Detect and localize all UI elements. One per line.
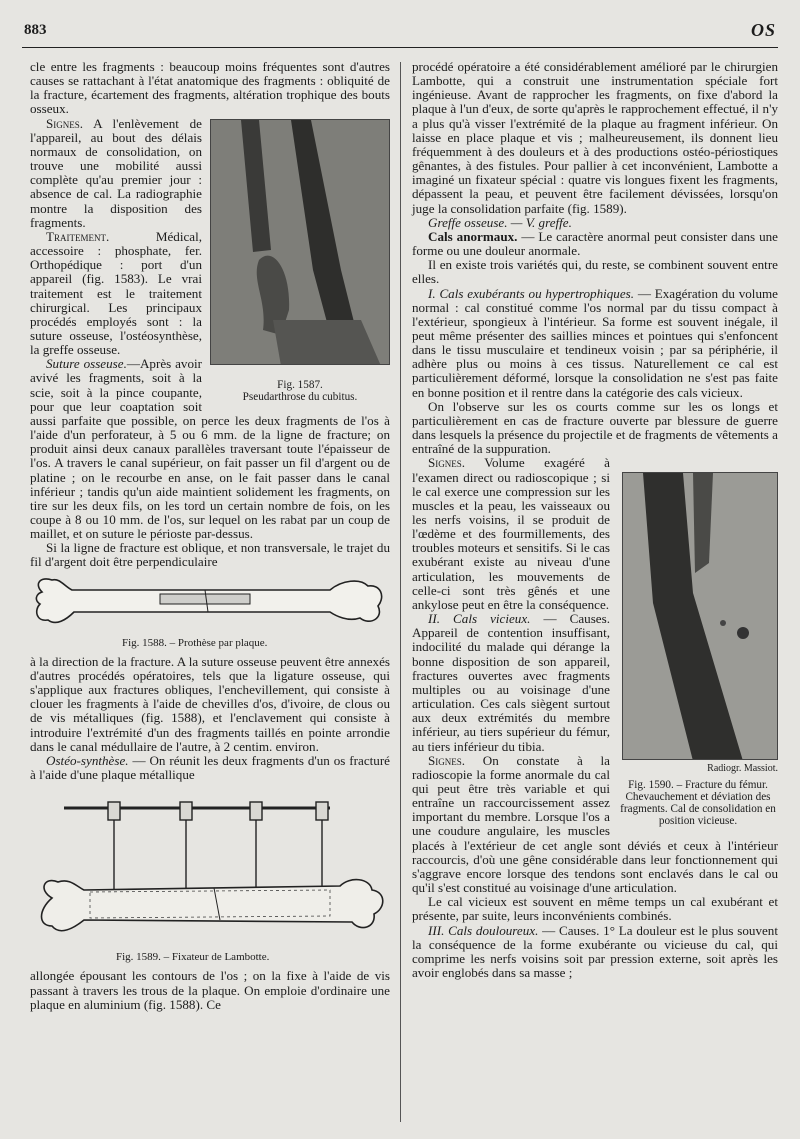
photo-credit: Radiogr. Massiot. bbox=[707, 763, 778, 775]
figure-number: Fig. 1587. bbox=[277, 378, 323, 391]
figure-caption: Fig. 1589. – Fixateur de Lambotte. bbox=[116, 951, 270, 964]
figure-caption: Pseudarthrose du cubitus. bbox=[242, 390, 358, 403]
paragraph: Volume exagéré à l'examen direct ou radioscopique ; si le cal exerce une compression sur les muscles et la peau, les vaisseaux ou les nerfs voisins, il se produit de l'œdème et des fourmillements, des troubles moteurs et sensitifs. Si le cas exubérant existe au niveau d'une articulation, les mouvements de celle-ci sont très gênés et une ankylose peut en être la conséquence. bbox=[412, 455, 610, 612]
paragraph: Il en existe trois variétés qui, du reste, se combinent souvent entre elles. bbox=[412, 257, 778, 287]
cross-reference: Greffe osseuse. — V. greffe. bbox=[428, 214, 572, 230]
column-rule bbox=[400, 62, 401, 1122]
section-label: II. Cals vicieux. bbox=[428, 611, 531, 627]
section-label: Signes. bbox=[428, 455, 466, 471]
bone-plate-illustration bbox=[30, 574, 390, 632]
section-label: Signes. bbox=[428, 752, 466, 768]
section-label: I. Cals exubérants ou hypertrophiques. bbox=[428, 285, 635, 301]
figure-1589 bbox=[30, 786, 390, 963]
left-column bbox=[30, 60, 390, 1012]
paragraph: allongée épousant les contours de l'os ; on la fixe à l'aide de vis passant à travers les trous de la plaque. On emploie d'ordinaire une plaque en aluminium (fig. 1588). Ce bbox=[30, 968, 390, 1012]
figure-caption: Fig. 1588. – Prothèse par plaque. bbox=[122, 636, 268, 649]
paragraph: — On réunit les deux fragments d'un os fracturé à l'aide d'une plaque métallique bbox=[30, 752, 390, 783]
page-number: 883 bbox=[24, 22, 47, 38]
page-header bbox=[22, 12, 778, 48]
right-column bbox=[412, 60, 778, 980]
paragraph: Si la ligne de fracture est oblique, et non transversale, le trajet du fil d'argent doit être perpendiculaire bbox=[30, 540, 390, 570]
paragraph: Le cal vicieux est souvent en même temps un cal exubérant et présente, par suite, leurs inconvénients combinés. bbox=[412, 894, 778, 924]
paragraph: Médical, accessoire : phosphate, fer. Orthopédique : port d'un appareil (fig. 1583). Le vrai traitement est le traitement chirurgical. Les principaux procédés employés sont : la suture osseuse, l'ostéosynthèse, la greffe osseuse. bbox=[30, 228, 202, 358]
paragraph: — Causes. 1° La douleur est le plus souvent la conséquence de la forme exubérante ou vicieuse du cal, qui comprime les nerfs voisins soit par pression externe, soit après les avoir englobés dans sa masse ; bbox=[412, 922, 778, 980]
figure-1590 bbox=[618, 472, 778, 827]
section-label: Ostéo-synthèse. bbox=[46, 752, 129, 768]
paragraph: procédé opératoire a été considérablement amélioré par le chirurgien Lambotte, qui a construit une instrumentation spéciale fort ingénieuse. Avant de rapprocher les fragments, on fixe d'abord la plaque à l'un d'eux, de sorte qu'après le rapprochement effectué, il n'y a plus qu'à visser l'extrémité de la plaque au fragment inférieur. On laisse en place plaque et vis ; malheureusement, ils donnent lieu fréquemment à des douleurs et à des productions ostéo-périostiques gênantes, à des fistules. Pour pallier à cet inconvénient, Lambotte a imaginé un fixateur spécial : quatre vis longues fixent les fragments, dépassent la peau, et peuvent être facilement dévissées, lorsqu'on juge la consolidation parfaite (fig. 1589). bbox=[412, 59, 778, 216]
figure-1587 bbox=[210, 119, 390, 403]
paragraph: à la direction de la fracture. A la suture osseuse peuvent être annexés d'autres procédés opératoires, tels que la ligature osseuse, qui s'applique aux fractures obliques, l'enchevillement, qui consiste à clouer les fragments à l'aide de chevilles d'os, d'ivoire, de clous ou de vis métalliques (fig. 1588), et l'enclavement qui consiste à introduire l'extrémité d'un des fragments taillés en pointe arrondie dans le canal médullaire de l'autre, à 2 centim. environ. bbox=[30, 653, 390, 754]
figure-caption: Fig. 1590. – Fracture du fémur. Chevauchement et déviation des fragments. Cal de consolidation en position vicieuse. bbox=[620, 779, 776, 828]
paragraph: — Le caractère anormal peut consister dans une forme ou une douleur anormale. bbox=[412, 228, 778, 259]
section-label: III. Cals douloureux. bbox=[428, 922, 539, 938]
section-label: Signes. bbox=[46, 115, 84, 131]
running-title: OS bbox=[750, 20, 776, 40]
section-label: Traitement. bbox=[46, 228, 110, 244]
paragraph: A l'enlèvement de l'appareil, au bout des délais normaux de consolidation, on trouve une mobilité aussi complète qu'au premier jour : absence de cal. La radiographie montre la disposition des fragments. bbox=[30, 115, 202, 230]
paragraph: — Exagération du volume normal : cal constitué comme l'os normal par du tissu compact à l'extérieur, spongieux à l'intérieur. Sa forme est souvent inégale, il peut même présenter des saillies minces et pointues qui s'enfoncent dans le tissu musculaire et tendineux voisin ; par sa périphérie, il adhère plus ou moins à ces tissus. Naturellement ce cal est particulièrement déformé, lorsque la consolidation ne s'est pas faite en bonne position et il rentre dans la catégorie des cals vicieux. bbox=[412, 285, 778, 400]
section-label: Cals anormaux. bbox=[428, 228, 518, 244]
paragraph: cle entre les fragments : beaucoup moins fréquentes sont d'autres causes se rattachant à l'état anatomique des fragments : obliquité de la fracture, écartement des fragments, altération trophique des bouts osseux. bbox=[30, 59, 390, 117]
figure-1588 bbox=[30, 574, 390, 649]
section-label: Suture osseuse. bbox=[46, 356, 127, 372]
paragraph: On constate à la radioscopie la forme anormale du cal qui peut être très variable et qui entraîne un raccourcissement assez important du membre. Lorsque l'os a une coudure angulaire, les muscles placés à l'extérieur de cet angle sont déviés et ceux à l'intérieur raccourcis, d'où une gêne considérable dans leur fonctionnement qui s'aggrave encore lorsque des tendons sont enclavés dans le cal ou qu'il s'est constitué au voisinage d'une articulation. bbox=[412, 752, 778, 896]
radiograph-1587 bbox=[210, 119, 390, 365]
paragraph: On l'observe sur les os courts comme sur les os longs et particulièrement en cas de fracture ouverte par blessure de guerre dans lesquels la présence du projectile et de fragments de vêtements a entraîné de la suppuration. bbox=[412, 398, 778, 457]
paragraph: —Après avoir avivé les fragments, soit à la scie, soit à la pince coupante, pour que leur coaptation soit aussi parfaite que possible, on perce les deux fragments de l'os à l'aide d'un perforateur, à 5 ou 6 mm. de la ligne de fracture; on produit ainsi deux canaux parallèles traversant toute l'épaisseur de l'os. A travers le canal supérieur, on fait passer un fil d'argent ou de platine ; on le recourbe en anse, on le fait passer dans le canal inférieur ; tandis qu'un aide maintient solidement les fragments, on tire sur les deux fils, on les tord un certain nombre de fois, on les coupe à 8 ou 10 mm. de l'os, sur lequel on les rabat par un coup de maillet, et on suture le périoste par-dessus. bbox=[30, 356, 390, 542]
radiograph-1590 bbox=[622, 472, 778, 760]
paragraph: — Causes. Appareil de contention insuffisant, indocilité du malade qui dérange la bonne disposition de son appareil, fractures ouvertes avec fragments multiples ou au voisinage d'une articulation. Ces cals siègent surtout aux deux extrémités du membre inférieur, au tiers supérieur du fémur, au tiers inférieur du tibia. bbox=[412, 611, 610, 754]
lambotte-fixator-illustration bbox=[30, 786, 390, 946]
